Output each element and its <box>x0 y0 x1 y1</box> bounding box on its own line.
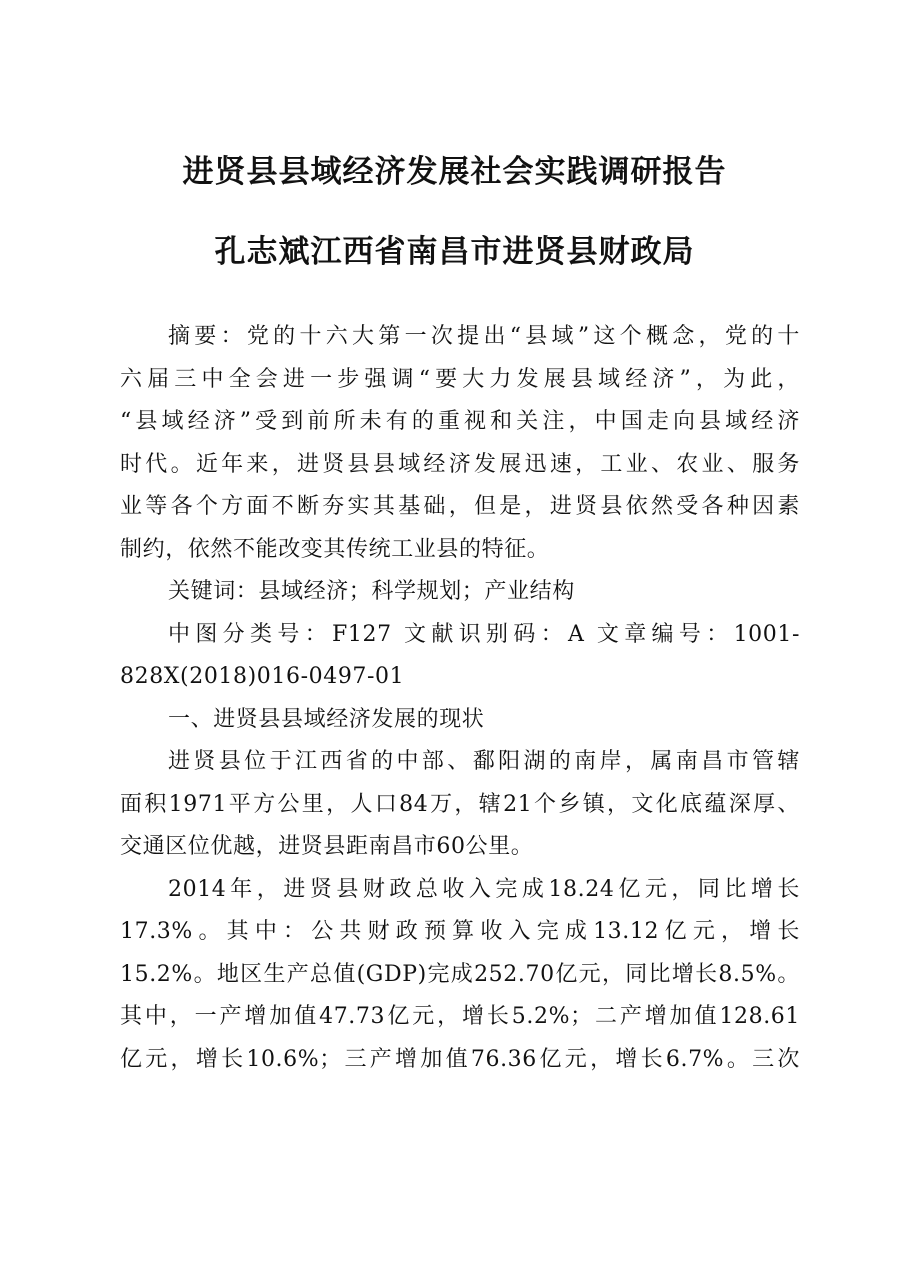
text-line: 其中，一产增加值47.73亿元，增长5.2%；二产增加值128.61 <box>120 1004 800 1029</box>
text-line: 17.3%。其中：公共财政预算收入完成13.12亿元，增长 <box>120 919 800 944</box>
text-line: 六届三中全会进一步强调“要大力发展县域经济”，为此， <box>120 366 800 392</box>
text-line: 进贤县位于江西省的中部、鄱阳湖的南岸，属南昌市管辖 <box>168 749 800 774</box>
text-line: 15.2%。地区生产总值(GDP)完成252.70亿元，同比增长8.5%。 <box>120 961 800 987</box>
author-line: 孔志斌江西省南昌市进贤县财政局 <box>214 234 695 270</box>
text-line: 一、进贤县县域经济发展的现状 <box>168 706 485 732</box>
text-line: 亿元，增长10.6%；三产增加值76.36亿元，增长6.7%。三次 <box>120 1046 800 1072</box>
text-line: 制约，依然不能改变其传统工业县的特征。 <box>120 536 550 562</box>
text-line: “县域经济”受到前所未有的重视和关注，中国走向县域经济 <box>120 409 800 434</box>
document-title: 进贤县县域经济发展社会实践调研报告 <box>182 154 727 190</box>
text-line: 828X(2018)016-0497-01 <box>120 664 405 689</box>
text-line: 交通区位优越，进贤县距南昌市60公里。 <box>120 834 534 859</box>
text-line: 摘要：党的十六大第一次提出“县域”这个概念，党的十 <box>168 324 800 349</box>
text-line: 2014年，进贤县财政总收入完成18.24亿元，同比增长 <box>168 876 800 902</box>
text-line: 中图分类号：F127 文献识别码：A 文章编号：1001- <box>168 621 800 647</box>
text-line: 关键词：县域经济；科学规划；产业结构 <box>168 579 575 604</box>
document-body <box>120 316 800 1081</box>
text-line: 业等各个方面不断夯实其基础，但是，进贤县依然受各种因素 <box>120 494 800 519</box>
text-line: 面积1971平方公里，人口84万，辖21个乡镇，文化底蕴深厚、 <box>120 791 800 817</box>
text-line: 时代。近年来，进贤县县域经济发展迅速，工业、农业、服务 <box>120 451 800 477</box>
